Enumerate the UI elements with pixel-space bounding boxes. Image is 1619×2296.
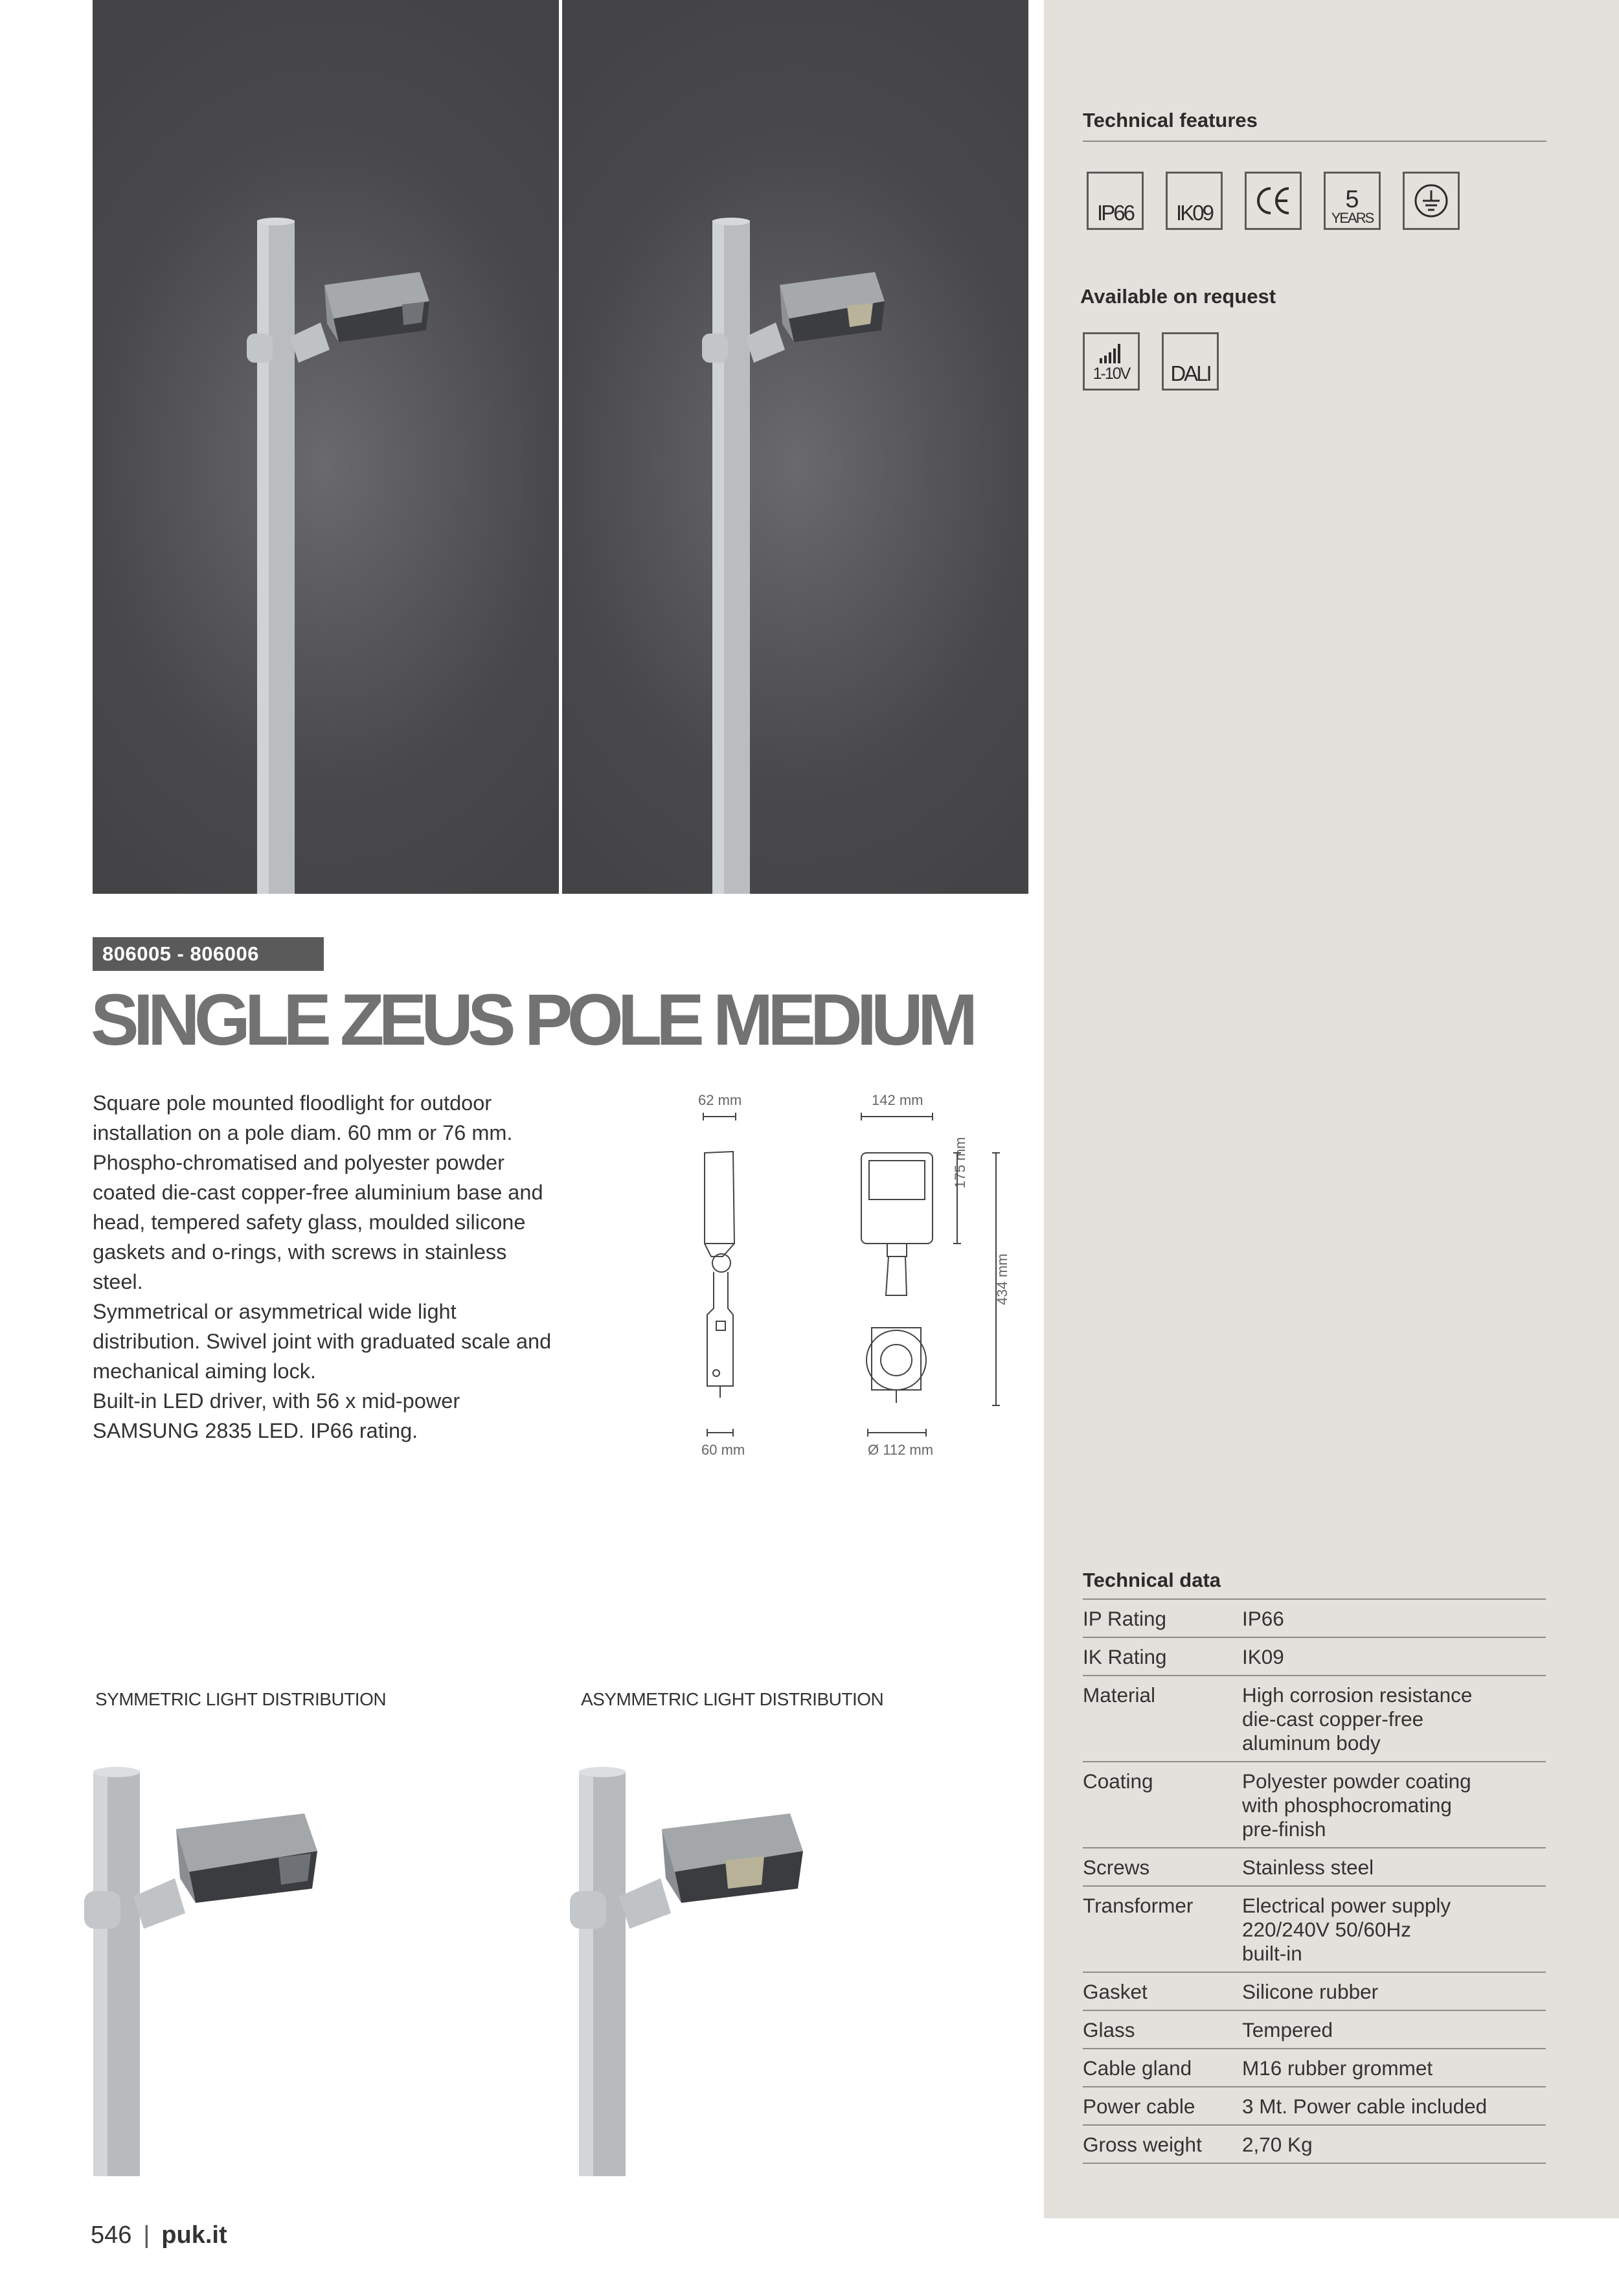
symmetric-distribution-image <box>84 1762 356 2176</box>
available-on-request-label: Available on request <box>1080 285 1276 308</box>
row-key: Coating <box>1083 1769 1153 1793</box>
pole-lamp-illustration <box>562 0 1028 894</box>
row-key: Gross weight <box>1083 2133 1202 2156</box>
row-value: 2,70 Kg <box>1242 2133 1313 2156</box>
ik09-icon: IK09 <box>1166 172 1223 230</box>
page-footer <box>91 2222 227 2249</box>
row-value: 3 Mt. Power cable included <box>1242 2095 1488 2118</box>
product-photo-symmetric <box>93 0 559 894</box>
row-value: Tempered <box>1242 2018 1333 2041</box>
row-value: Silicone rubber <box>1242 1980 1379 2003</box>
ce-mark-icon <box>1245 172 1302 230</box>
row-value: IK09 <box>1242 1645 1284 1668</box>
table-row <box>1083 1676 1546 1762</box>
dimming-1-10v-icon: 1-10V <box>1083 332 1140 391</box>
table-row <box>1083 2049 1546 2087</box>
product-photo-asymmetric <box>562 0 1028 894</box>
description-paragraph: Symmetrical or asymmetrical wide light distribution. Swivel joint with graduated scale and mechanical aiming lock. <box>93 1300 552 1383</box>
pole-lamp-illustration <box>93 0 559 894</box>
row-key: Screws <box>1083 1856 1150 1879</box>
footer-separator: | <box>143 2222 150 2249</box>
warranty-5-years-icon: 5 YEARS <box>1324 172 1381 230</box>
signal-bars-icon <box>1097 341 1126 365</box>
symmetric-distribution-label: SYMMETRIC LIGHT DISTRIBUTION <box>95 1689 387 1709</box>
table-row <box>1083 1973 1546 2011</box>
row-value: Electrical power supply 220/240V 50/60Hz built-in <box>1242 1894 1451 1965</box>
description-paragraph: Square pole mounted floodlight for outdoor installation on a pole diam. 60 mm or 76 mm. Phospho-chromatised and polyester powder coated die-cast copper-free aluminium base and head, tempered safety glass, moulded silicone gaskets and o-rings, with screws in stainless steel. <box>93 1091 543 1293</box>
dali-icon: DALI <box>1162 332 1219 391</box>
row-value: Stainless steel <box>1242 1856 1374 1879</box>
row-key: Glass <box>1083 2018 1135 2041</box>
product-code: 806005 - 806006 <box>93 937 324 971</box>
product-description <box>93 1088 559 1446</box>
table-row <box>1083 1600 1546 1638</box>
row-key: Transformer <box>1083 1894 1194 1917</box>
table-row <box>1083 2126 1546 2164</box>
description-paragraph: Built-in LED driver, with 56 x mid-power SAMSUNG 2835 LED. IP66 rating. <box>93 1389 460 1442</box>
dim-head-height: 175 mm <box>952 1137 968 1188</box>
ip66-icon: IP66 <box>1087 172 1144 230</box>
product-title: SINGLE ZEUS POLE MEDIUM <box>91 979 973 1060</box>
table-row <box>1083 1887 1546 1973</box>
earth-ground-icon <box>1403 172 1460 230</box>
dim-front-base: Ø 112 mm <box>868 1442 934 1458</box>
asymmetric-distribution-image <box>570 1762 842 2176</box>
site-link[interactable]: puk.it <box>161 2222 227 2249</box>
row-key: Gasket <box>1083 1980 1148 2003</box>
row-key: IP Rating <box>1083 1607 1166 1630</box>
row-key: Material <box>1083 1683 1156 1707</box>
table-row <box>1083 2011 1546 2049</box>
technical-data-table <box>1083 1569 1546 2164</box>
row-value: IP66 <box>1242 1607 1284 1630</box>
dimension-drawing <box>680 1101 1043 1444</box>
dim-front-width: 142 mm <box>872 1092 923 1108</box>
table-row <box>1083 1638 1546 1676</box>
divider <box>1083 141 1546 142</box>
row-key: Cable gland <box>1083 2056 1192 2080</box>
row-key: IK Rating <box>1083 1645 1167 1668</box>
asymmetric-distribution-label: ASYMMETRIC LIGHT DISTRIBUTION <box>581 1689 884 1709</box>
technical-data-title: Technical data <box>1083 1569 1546 1600</box>
row-value: Polyester powder coating with phosphocromating pre-finish <box>1242 1769 1471 1841</box>
technical-features-label: Technical features <box>1083 109 1258 131</box>
dim-total-height: 434 mm <box>994 1253 1010 1305</box>
page-number: 546 <box>91 2222 132 2249</box>
row-value: M16 rubber grommet <box>1242 2056 1433 2080</box>
row-value: High corrosion resistance die-cast copper-free aluminum body <box>1242 1683 1473 1755</box>
table-row <box>1083 2087 1546 2126</box>
row-key: Power cable <box>1083 2095 1195 2118</box>
table-row <box>1083 1848 1546 1887</box>
table-row <box>1083 1762 1546 1848</box>
dim-side-width: 62 mm <box>698 1092 742 1108</box>
dim-side-base: 60 mm <box>701 1442 745 1458</box>
